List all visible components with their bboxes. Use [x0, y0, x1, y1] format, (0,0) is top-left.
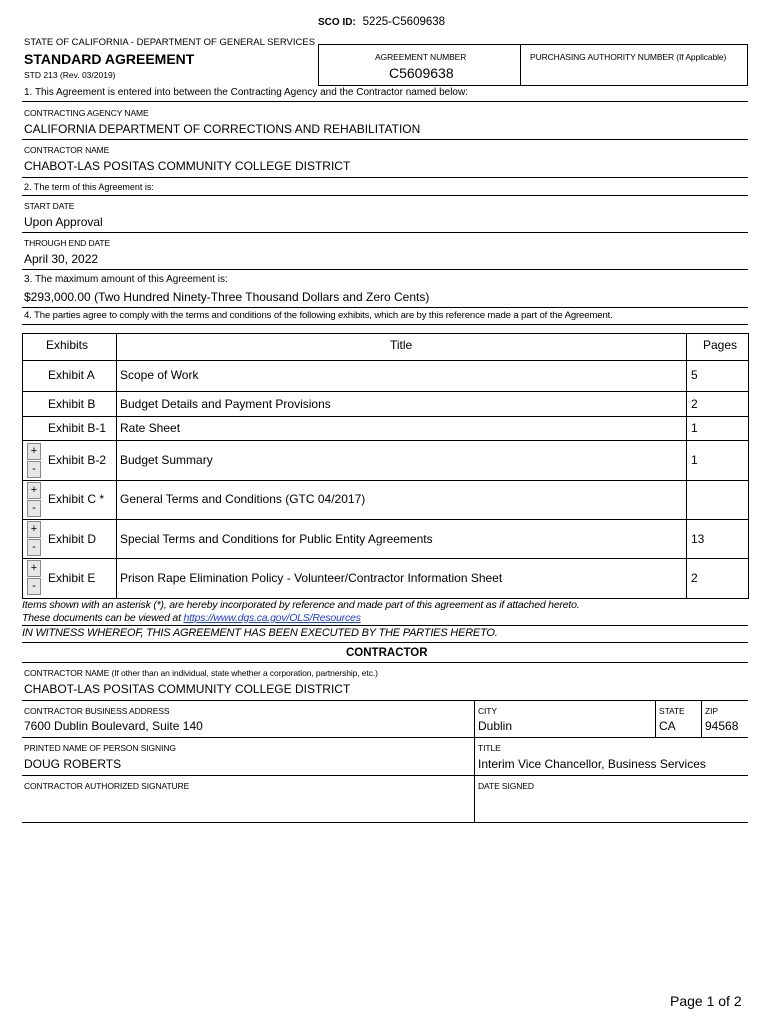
divider — [701, 700, 702, 737]
agreement-number-label: AGREEMENT NUMBER — [375, 52, 467, 62]
title-cell: Rate Sheet — [120, 421, 181, 435]
end-date-label: THROUGH END DATE — [24, 238, 111, 248]
city-value[interactable]: Dublin — [478, 719, 513, 733]
pages-cell: 5 — [691, 368, 698, 382]
remove-row-button[interactable]: - — [27, 578, 41, 595]
page-number: Page 1 of 2 — [670, 993, 742, 1009]
pages-header: Pages — [703, 338, 738, 352]
agreement-number-value: C5609638 — [389, 65, 454, 81]
business-address-label: CONTRACTOR BUSINESS ADDRESS — [24, 706, 170, 716]
divider — [22, 737, 748, 738]
table-border — [748, 333, 749, 599]
exhibit-cell: Exhibit B-2 — [48, 453, 107, 467]
exhibit-cell: Exhibit A — [48, 368, 95, 382]
purchasing-authority-box[interactable] — [520, 44, 748, 86]
state-value[interactable]: CA — [659, 719, 676, 733]
date-signed-label: DATE SIGNED — [478, 781, 534, 791]
remove-row-button[interactable]: - — [27, 539, 41, 556]
divider — [22, 101, 748, 102]
date-signed-field[interactable] — [478, 796, 738, 816]
title-cell: Budget Summary — [120, 453, 213, 467]
title-cell: Special Terms and Conditions for Public Entity Agreements — [120, 532, 433, 546]
exhibit-cell: Exhibit B — [48, 397, 96, 411]
business-address-value[interactable]: 7600 Dublin Boulevard, Suite 140 — [24, 719, 203, 733]
divider — [22, 324, 748, 325]
contracting-agency-label: CONTRACTING AGENCY NAME — [24, 108, 149, 118]
asterisk-note: Items shown with an asterisk (*), are hereby incorporated by reference and made part of this agreement as if attached hereto. — [22, 599, 580, 611]
contractor-name-label: CONTRACTOR NAME — [24, 145, 110, 155]
signer-title-value[interactable]: Interim Vice Chancellor, Business Services — [478, 757, 706, 771]
table-row-divider — [22, 360, 749, 361]
divider — [655, 700, 656, 737]
divider — [22, 269, 748, 270]
add-row-button[interactable]: + — [27, 482, 41, 499]
purchasing-authority-label: PURCHASING AUTHORITY NUMBER (If Applicable) — [530, 52, 727, 62]
divider — [474, 700, 475, 822]
remove-row-button[interactable]: - — [27, 461, 41, 478]
zip-label: ZIP — [705, 706, 718, 716]
divider — [22, 700, 748, 701]
divider — [22, 139, 748, 140]
contractor-entity-value[interactable]: CHABOT-LAS POSITAS COMMUNITY COLLEGE DISTRICT — [24, 682, 351, 696]
add-row-button[interactable]: + — [27, 560, 41, 577]
signer-title-label: TITLE — [478, 743, 501, 753]
table-row-divider — [22, 391, 749, 392]
contracting-agency-value[interactable]: CALIFORNIA DEPARTMENT OF CORRECTIONS AND REHABILITATION — [24, 122, 421, 136]
authorized-signature-label: CONTRACTOR AUTHORIZED SIGNATURE — [24, 781, 190, 791]
exhibit-cell: Exhibit E — [48, 571, 96, 585]
start-date-value[interactable]: Upon Approval — [24, 215, 103, 229]
table-border — [116, 333, 117, 599]
signer-name-value[interactable]: DOUG ROBERTS — [24, 757, 122, 771]
divider — [22, 662, 748, 663]
state-label: STATE — [659, 706, 685, 716]
section-1-text: 1. This Agreement is entered into between the Contracting Agency and the Contractor named below: — [24, 87, 468, 98]
divider — [22, 625, 748, 626]
contractor-entity-label: CONTRACTOR NAME (If other than an individual, state whether a corporation, partnership, etc.) — [24, 668, 378, 678]
table-border — [22, 333, 749, 334]
pages-cell: 1 — [691, 453, 698, 467]
title-cell: Prison Rape Elimination Policy - Volunteer/Contractor Information Sheet — [120, 571, 503, 585]
divider — [22, 775, 748, 776]
exhibits-header: Exhibits — [46, 338, 89, 352]
form-title: STANDARD AGREEMENT — [24, 51, 195, 67]
contractor-name-value[interactable]: CHABOT-LAS POSITAS COMMUNITY COLLEGE DISTRICT — [24, 159, 351, 173]
divider — [22, 642, 748, 643]
pages-cell: 2 — [691, 571, 698, 585]
section-2-text: 2. The term of this Agreement is: — [24, 182, 154, 192]
section-3-text: 3. The maximum amount of this Agreement is: — [24, 274, 228, 285]
pages-cell: 1 — [691, 421, 698, 435]
state-department-line: STATE OF CALIFORNIA - DEPARTMENT OF GENERAL SERVICES — [24, 37, 316, 48]
add-row-button[interactable]: + — [27, 443, 41, 460]
exhibit-cell: Exhibit C * — [48, 492, 105, 506]
pages-cell: 2 — [691, 397, 698, 411]
max-amount-value[interactable]: $293,000.00 (Two Hundred Ninety-Three Thousand Dollars and Zero Cents) — [24, 290, 430, 304]
title-cell: Scope of Work — [120, 368, 199, 382]
resources-link[interactable]: https://www.dgs.ca.gov/OLS/Resources — [183, 612, 361, 624]
documents-note-text: These documents can be viewed at — [22, 612, 184, 624]
title-header: Title — [390, 338, 413, 352]
table-row-divider — [22, 558, 749, 559]
witness-statement: IN WITNESS WHEREOF, THIS AGREEMENT HAS BEEN EXECUTED BY THE PARTIES HERETO. — [22, 627, 498, 639]
title-cell: Budget Details and Payment Provisions — [120, 397, 331, 411]
city-label: CITY — [478, 706, 497, 716]
exhibit-cell: Exhibit D — [48, 532, 97, 546]
sco-id-label: SCO ID: — [318, 17, 356, 28]
add-row-button[interactable]: + — [27, 521, 41, 538]
section-4-text: 4. The parties agree to comply with the terms and conditions of the following exhibits, which are by this reference made a part of the Agreement. — [24, 310, 613, 321]
title-cell: General Terms and Conditions (GTC 04/2017) — [120, 492, 366, 506]
divider — [22, 195, 748, 196]
zip-value[interactable]: 94568 — [705, 719, 739, 733]
sco-id — [318, 16, 445, 28]
form-number: STD 213 (Rev. 03/2019) — [24, 70, 116, 80]
documents-note — [22, 612, 361, 624]
table-border — [686, 333, 687, 599]
end-date-value[interactable]: April 30, 2022 — [24, 252, 99, 266]
table-row-divider — [22, 519, 749, 520]
start-date-label: START DATE — [24, 201, 75, 211]
remove-row-button[interactable]: - — [27, 500, 41, 517]
signer-name-label: PRINTED NAME OF PERSON SIGNING — [24, 743, 176, 753]
contractor-heading: CONTRACTOR — [346, 647, 428, 659]
divider — [22, 822, 748, 823]
table-row-divider — [22, 440, 749, 441]
agreement-number-box[interactable] — [318, 44, 521, 86]
table-row-divider — [22, 416, 749, 417]
divider — [22, 177, 748, 178]
exhibit-cell: Exhibit B-1 — [48, 421, 107, 435]
authorized-signature-field[interactable] — [24, 796, 464, 816]
divider — [22, 307, 748, 308]
table-row-divider — [22, 480, 749, 481]
pages-cell: 13 — [691, 532, 705, 546]
divider — [22, 232, 748, 233]
table-border — [22, 333, 23, 599]
sco-id-value: 5225-C5609638 — [362, 16, 446, 28]
